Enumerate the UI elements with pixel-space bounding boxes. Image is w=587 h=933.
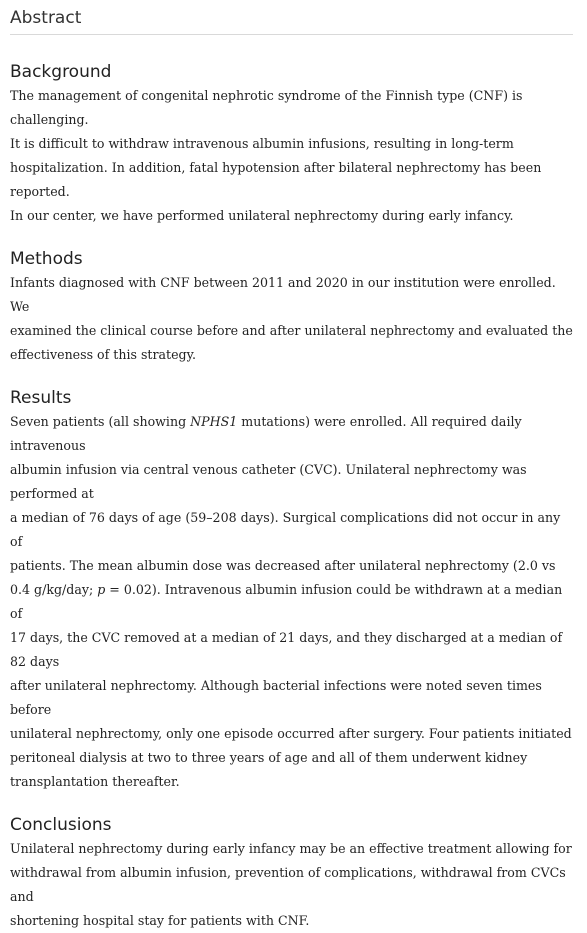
results-heading: Results bbox=[10, 388, 72, 408]
methods-text: Infants diagnosed with CNF between 2011 and 2020 in our institution were enrolled. We examined the clinical course before and after unilateral nephrectomy and evaluated the effectiveness of this strategy. bbox=[10, 275, 573, 362]
abstract-divider bbox=[10, 34, 573, 35]
results-text-part-3: = 0.02). Intravenous albumin infusion could be withdrawn at a median of 17 days, the CVC removed at a median of 21 days, and they discharged at a median of 82 days after unilateral nephrectomy. Although bacterial infections were noted seven times before unilateral nephrectomy, only one episode occurred after surgery. Four patients initiated peritoneal dialysis at two to three years of age and all of them underwent kidney transplantation thereafter. bbox=[10, 582, 572, 789]
conclusions-text: Unilateral nephrectomy during early infancy may be an effective treatment allowing for withdrawal from albumin infusion, prevention of complications, withdrawal from CVCs and shortening hospital stay for patients with CNF. bbox=[10, 841, 572, 928]
conclusions-heading: Conclusions bbox=[10, 815, 112, 835]
methods-heading: Methods bbox=[10, 249, 83, 269]
section-results bbox=[10, 387, 574, 794]
section-background bbox=[10, 61, 574, 228]
background-text: The management of congenital nephrotic syndrome of the Finnish type (CNF) is challenging. It is difficult to withdraw intravenous albumin infusions, resulting in long-term hospitalization. In addition, fatal hypotension after bilateral nephrectomy has been reported. In our center, we have performed unilateral nephrectomy during early infancy. bbox=[10, 88, 542, 223]
results-text-part-1: Seven patients (all showing bbox=[10, 414, 191, 429]
abstract-container bbox=[10, 0, 574, 933]
background-heading: Background bbox=[10, 62, 112, 82]
p-value-symbol: p bbox=[97, 582, 106, 597]
section-methods bbox=[10, 248, 574, 367]
section-conclusions bbox=[10, 814, 574, 933]
results-text-part-2: mutations) were enrolled. All required daily intravenous albumin infusion via central venous catheter (CVC). Unilateral nephrectomy was performed at a median of 76 days of age (59–208 days). Surgical complications did not occur in any of patients. The mean albumin dose was decreased after unilateral nephrectomy (2.0 vs 0.4 g/kg/day; bbox=[10, 414, 561, 597]
gene-name: NPHS1 bbox=[190, 414, 238, 429]
results-text bbox=[10, 410, 574, 794]
abstract-title: Abstract bbox=[10, 8, 82, 28]
